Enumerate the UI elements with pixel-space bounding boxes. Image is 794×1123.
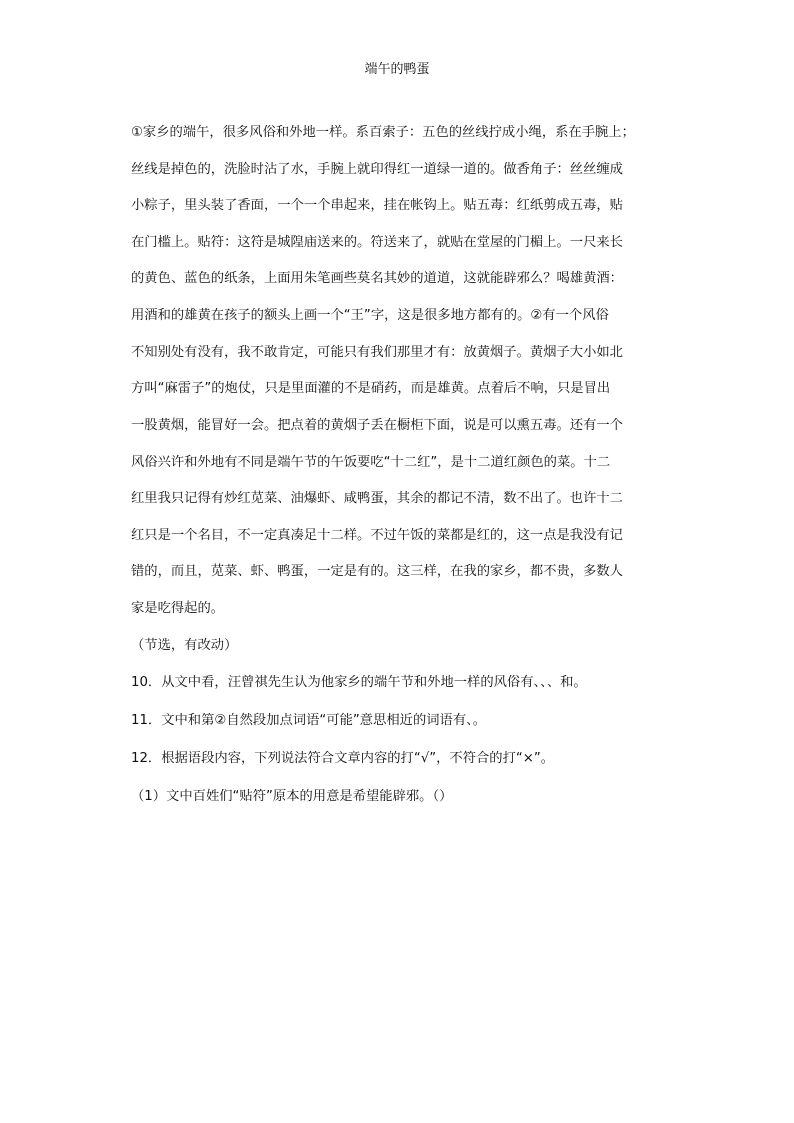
passage-line: 丝线是掉色的，洗脸时沾了水，手腕上就印得红一道绿一道的。做香角子：丝丝缠成 bbox=[131, 162, 623, 177]
question-10: 10．从文中看，汪曾祺先生认为他家乡的端午节和外地一样的风俗有、、、和。 bbox=[131, 675, 587, 690]
passage-line: 红只是一个名目，不一定真凑足十二样。不过午饭的菜都是红的，这一点是我没有记 bbox=[131, 528, 623, 543]
passage-line: 一股黄烟，能冒好一会。把点着的黄烟子丢在橱柜下面，说是可以熏五毒。还有一个 bbox=[131, 418, 623, 433]
passage-line: 风俗兴许和外地有不同是端午节的午饭要吃“十二红”，是十二道红颜色的菜。十二 bbox=[131, 455, 611, 470]
passage-line: 红里我只记得有炒红苋菜、油爆虾、咸鸭蛋，其余的都记不清，数不出了。也许十二 bbox=[131, 491, 623, 506]
question-11: 11．文中和第②自然段加点词语“可能”意思相近的词语有、。 bbox=[131, 713, 487, 728]
document-title: 端午的鸭蛋 bbox=[364, 62, 430, 77]
question-12-item-1: （1）文中百姓们“贴符”原本的用意是希望能辟邪。（） bbox=[131, 789, 453, 804]
passage-line: 错的，而且，苋菜、虾、鸭蛋，一定是有的。这三样，在我的家乡，都不贵，多数人 bbox=[131, 564, 623, 579]
question-12: 12．根据语段内容，下列说法符合文章内容的打“√”，不符合的打“×”。 bbox=[131, 751, 555, 766]
passage-line: 方叫“麻雷子”的炮仗，只是里面灌的不是硝药，而是雄黄。点着后不响，只是冒出 bbox=[131, 381, 611, 396]
passage-line: 家是吃得起的。 bbox=[131, 601, 225, 616]
passage-line: ①家乡的端午，很多风俗和外地一样。系百索子：五色的丝线拧成小绳，系在手腕上； bbox=[131, 125, 635, 140]
passage-line: 不知别处有没有，我不敢肯定，可能只有我们那里才有：放黄烟子。黄烟子大小如北 bbox=[131, 345, 623, 360]
passage-line: 在门槛上。贴符：这符是城隍庙送来的。符送来了，就贴在堂屋的门楣上。一尺来长 bbox=[131, 235, 623, 250]
source-note: （节选，有改动） bbox=[131, 638, 238, 653]
passage-line: 小粽子，里头装了香面，一个一个串起来，挂在帐钩上。贴五毒：红纸剪成五毒，贴 bbox=[131, 198, 623, 213]
passage-line: 用酒和的雄黄在孩子的额头上画一个“王”字，这是很多地方都有的。②有一个风俗 bbox=[131, 308, 609, 323]
passage-line: 的黄色、蓝色的纸条，上面用朱笔画些莫名其妙的道道，这就能辟邪么？喝雄黄酒： bbox=[131, 271, 623, 286]
